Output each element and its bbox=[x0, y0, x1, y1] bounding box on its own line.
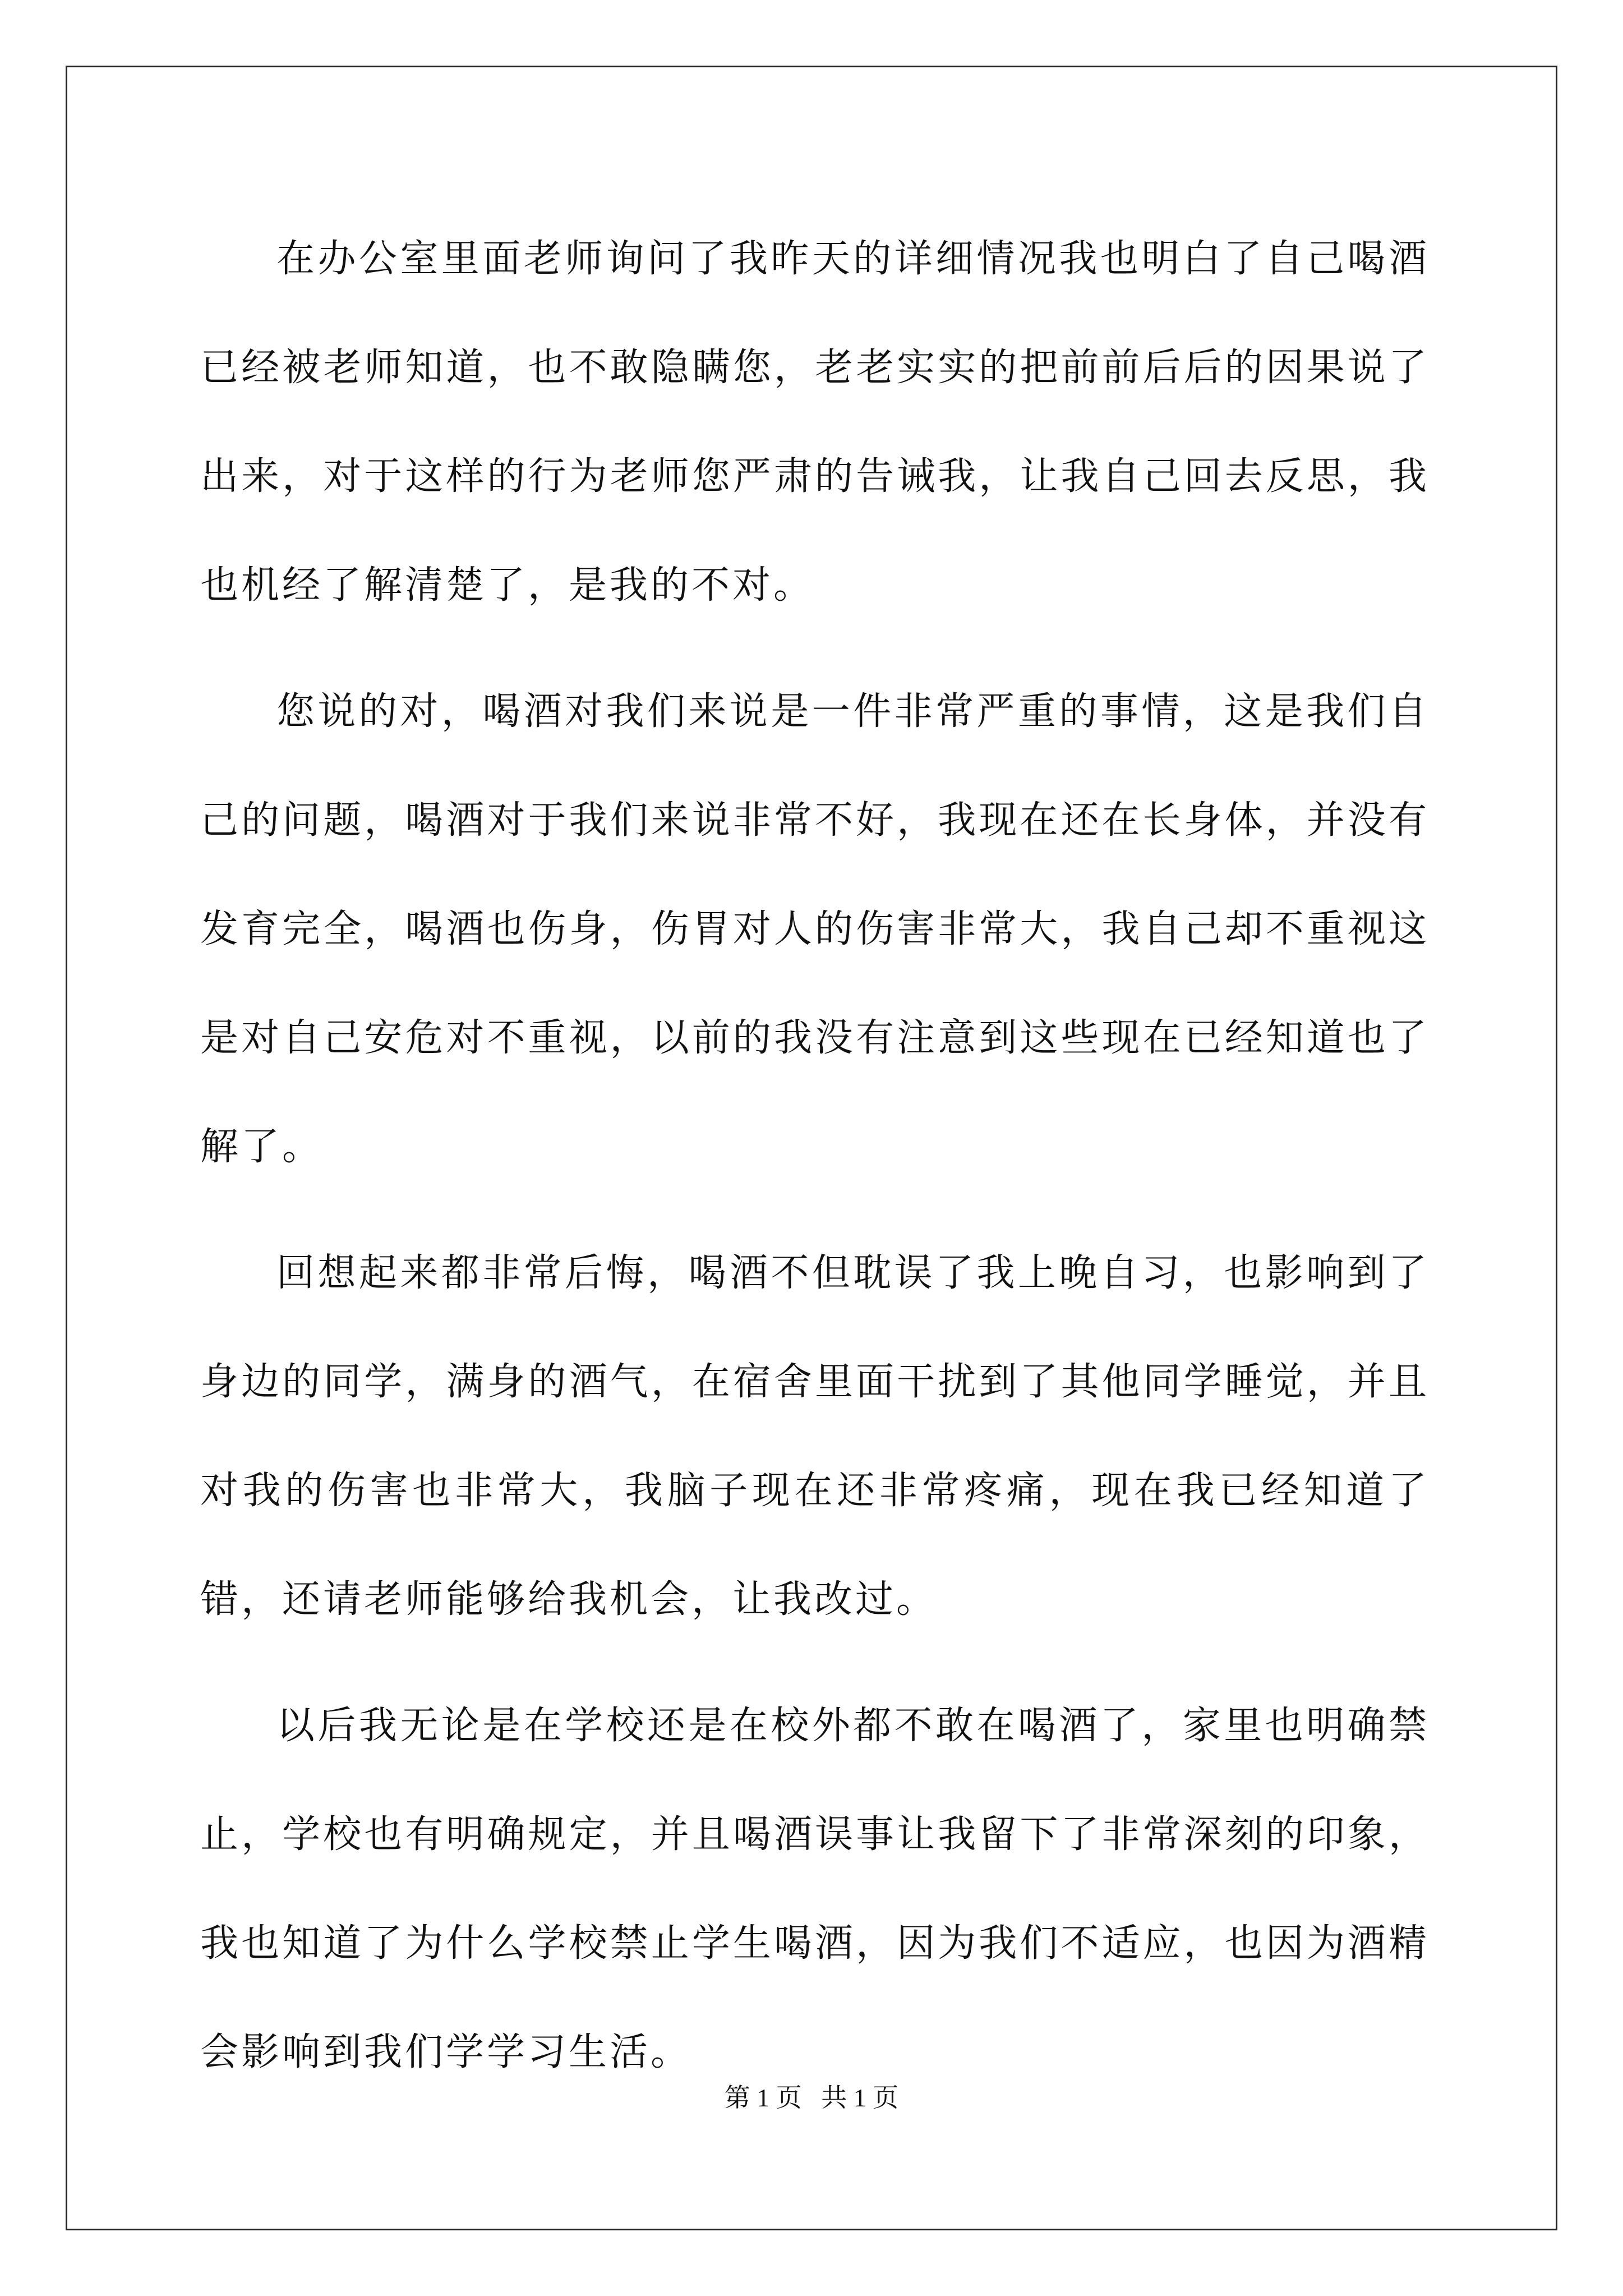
paragraph: 您说的对，喝酒对我们来说是一件非常严重的事情，这是我们自己的问题，喝酒对于我们来说非常不好，我现在还在长身体，并没有发育完全，喝酒也伤身，伤胃对人的伤害非常大，我自己却不重视这是对自己安危对不重视，以前的我没有注意到这些现在已经知道也了解了。 bbox=[200, 689, 1430, 1169]
page-footer bbox=[0, 2081, 1623, 2115]
paragraph: 回想起来都非常后悔，喝酒不但耽误了我上晚自习，也影响到了身边的同学，满身的酒气，在宿舍里面干扰到了其他同学睡觉，并且对我的伤害也非常大，我脑子现在还非常疼痛，现在我已经知道了错，还请老师能够给我机会，让我改过。 bbox=[200, 1251, 1430, 1622]
page-number: 第 1 页 bbox=[724, 2083, 802, 2112]
document-body bbox=[200, 205, 1430, 2124]
page-total: 共 1 页 bbox=[821, 2083, 899, 2112]
paragraph: 以后我无论是在学校还是在校外都不敢在喝酒了，家里也明确禁止，学校也有明确规定，并且喝酒误事让我留下了非常深刻的印象，我也知道了为什么学校禁止学生喝酒，因为我们不适应，也因为酒精会影响到我们学学习生活。 bbox=[200, 1704, 1430, 2074]
paragraph: 在办公室里面老师询问了我昨天的详细情况我也明白了自己喝酒已经被老师知道，也不敢隐瞒您，老老实实的把前前后后的因果说了出来，对于这样的行为老师您严肃的告诫我，让我自己回去反思，我也机经了解清楚了，是我的不对。 bbox=[200, 237, 1430, 608]
